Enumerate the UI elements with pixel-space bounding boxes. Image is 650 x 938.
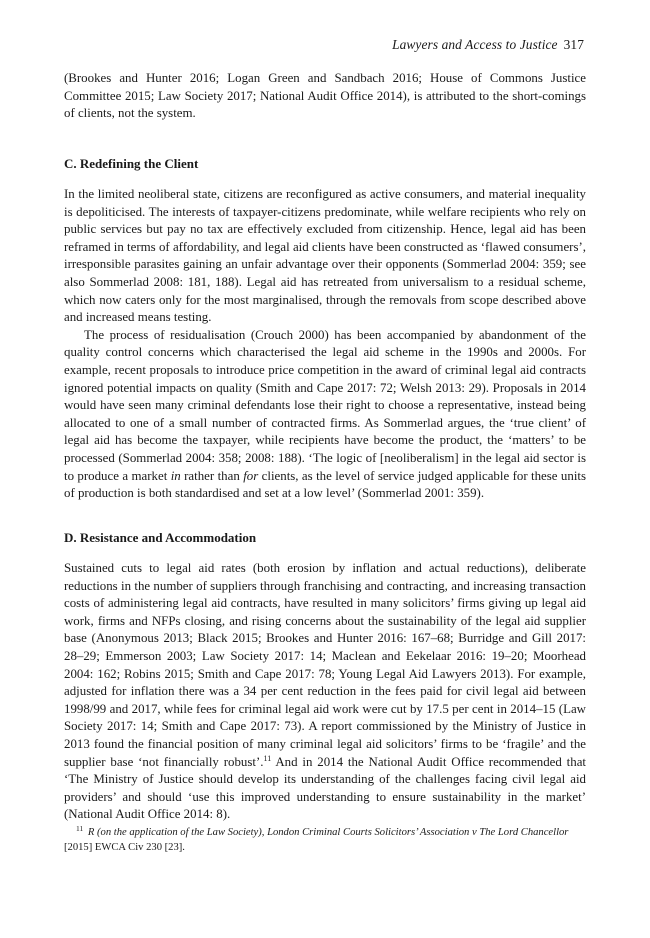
intro-paragraph: (Brookes and Hunter 2016; Logan Green and Sandbach 2016; House of Commons Justice Committee 2015; Law Society 2017; National Audit Office 2014), is attributed to the short-comings of clients, not the system. <box>64 71 586 121</box>
footnote-case-name: R (on the application of the Law Society), London Criminal Courts Solicitors’ Association v The Lord Chancellor <box>87 827 569 838</box>
footnote-reference: 11 <box>263 753 272 763</box>
section-c-paragraph-1: In the limited neoliberal state, citizens are reconfigured as active consumers, and material inequality is depoliticised. The interests of taxpayer-citizens predominate, while welfare recipients who rely on public services but pay no tax are effectively excluded from citizenship. Hence, legal aid has been reframed in terms of affordability, and legal aid clients have been constructed as ‘flawed consumers’, irresponsible parasites gaining an unfair advantage over their opponents (Sommerlad 2004: 359; see also Sommerlad 2008: 181, 188). Legal aid has retreated from universalism to a residual scheme, which now caters only for the most marginalised, through the removals from scope described above and increased means testing. <box>64 187 586 325</box>
page-number: 317 <box>563 37 584 52</box>
section-c-heading: C. Redefining the Client <box>64 156 199 171</box>
running-title: Lawyers and Access to Justice <box>392 37 558 52</box>
section-c-body <box>64 186 586 503</box>
section-d-body <box>64 560 586 824</box>
footnote <box>64 826 586 855</box>
section-d-paragraph-1: Sustained cuts to legal aid rates (both erosion by inflation and actual reductions), deliberate reductions in the number of suppliers through franchising and contracting, and increasing transaction costs of administering legal aid contracts, have resulted in many solicitors’ firms giving up legal aid work, firms and NFPs closing, and rising concerns about the sustainability of the legal aid supplier base (Anonymous 2013; Black 2015; Brookes and Hunter 2016: 167–68; Burridge and Gill 2017: 28–29; Emmerson 2003; Law Society 2017: 14; Maclean and Eekelaar 2016: 19–20; Moorhead 2004: 162; Robins 2015; Smith and Cape 2017: 78; Young Legal Aid Lawyers 2013). For example, adjusted for inflation there was a 34 per cent reduction in the fees paid for civil legal aid between 1998/99 and 2017, while fees for criminal legal aid work were cut by 17.5 per cent in 2014–15 (Law Society 2017: 14; Smith and Cape 2017: 73). A report commissioned by the Ministry of Justice in 2013 found the financial position of many criminal legal aid solicitors’ firms to be ‘fragile’ and the supplier base ‘not financially robust’.$^{11}$ And in 2014 the National Audit Office recommended that ‘The Ministry of Justice should develop its understanding of the challenges facing civil legal aid providers’ and should ‘use this improved understanding to ensure sustainability in the market’ (National Audit Office 2014: 8). <box>64 561 586 822</box>
section-d-heading: D. Resistance and Accommodation <box>64 530 257 545</box>
footnote-number: 11 <box>76 824 84 833</box>
footnote-citation: [2015] EWCA Civ 230 [23]. <box>64 841 185 853</box>
intro-paragraph-block <box>64 70 586 123</box>
running-header <box>392 37 584 53</box>
section-c-paragraph-2: The process of residualisation (Crouch 2000) has been accompanied by abandonment of the quality control concerns which characterised the legal aid scheme in the 1990s and 2000s. For example, recent proposals to introduce price competition in the award of criminal legal aid contracts ignored potential impacts on quality (Smith and Cape 2017: 72; Welsh 2013: 29). Proposals in 2014 would have seen many criminal defendants lose their right to choose a representative, instead being allocated to one of a small number of contracted firms. As Sommerlad argues, the ‘true client’ of legal aid has become the taxpayer, while recipients have become the product, the ‘matters’ to be processed (Sommerlad 2004: 358; 2008: 188). ‘The logic of [neoliberalism] in the legal aid sector is to produce a market in rather than for clients, as the level of service judged applicable for these units of production is both standardised and set at a low level’ (Sommerlad 2001: 359). <box>64 327 586 501</box>
